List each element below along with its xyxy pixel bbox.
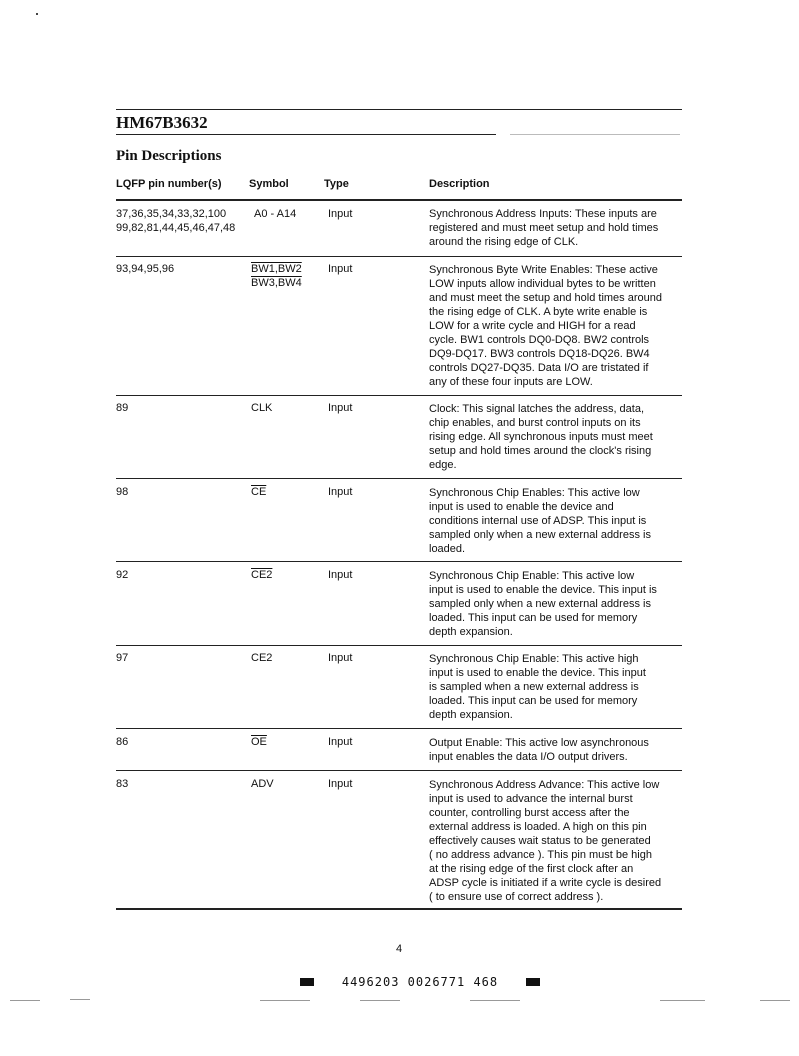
table-bottom-rule xyxy=(116,908,682,910)
title-underline-faded xyxy=(510,134,680,135)
barcode-block-right xyxy=(526,978,540,986)
row-divider xyxy=(116,645,682,646)
pin-symbol: CE2 xyxy=(251,569,273,581)
pin-symbol: ADV xyxy=(251,778,274,790)
pin-numbers: 97 xyxy=(116,652,129,664)
row-divider xyxy=(116,478,682,479)
pin-numbers: 89 xyxy=(116,402,129,414)
pin-numbers: 98 xyxy=(116,486,129,498)
top-rule xyxy=(116,109,682,110)
pin-type: Input xyxy=(328,486,353,498)
pin-type: Input xyxy=(328,402,353,414)
pin-type: Input xyxy=(328,569,353,581)
row-divider xyxy=(116,561,682,562)
pin-numbers: 93,94,95,96 xyxy=(116,263,175,275)
pin-symbol: A0 - A14 xyxy=(254,208,297,220)
scan-speck xyxy=(36,13,38,15)
pin-symbol: $\overline{OE}$ xyxy=(251,736,267,748)
row-divider xyxy=(116,256,682,257)
row-divider xyxy=(116,728,682,729)
pin-type: Input xyxy=(328,263,353,275)
pin-type: Input xyxy=(328,652,353,664)
section-title: Pin Descriptions xyxy=(116,148,222,164)
pin-numbers: 37,36,35,34,33,32,100 99,82,81,44,45,46,47,48 xyxy=(116,208,236,234)
scan-dash xyxy=(360,1000,400,1001)
title-underline xyxy=(116,134,496,135)
scan-dash xyxy=(260,1000,310,1001)
pin-description: Synchronous Address Advance: This active low input is used to advance the internal burst counter, controlling burst access after the external address is loaded. A high on this pin effectively causes wait status to be generated ( no address advance ). This pin must be high at the rising edge of the first clock after an ADSP cycle is initiated if a write cycle is desired ( to ensure use of correct address ). xyxy=(429,779,662,903)
row-divider xyxy=(116,770,682,771)
column-header-type: Type xyxy=(324,178,349,190)
pin-symbol: CLK xyxy=(251,402,273,414)
pin-symbol: BW1,BW2 BW3,BW4 xyxy=(251,263,302,289)
pin-description: Output Enable: This active low asynchronous input enables the data I/O output drivers. xyxy=(429,737,649,763)
column-header-pins: LQFP pin number(s) xyxy=(116,178,222,190)
pin-description: Synchronous Chip Enable: This active low input is used to enable the device. This input is sampled only when a new external address is loaded. This input can be used for memory depth expansion. xyxy=(429,570,657,638)
document-title: HM67B3632 xyxy=(116,113,208,132)
scan-dash xyxy=(470,1000,520,1001)
pin-description: Synchronous Byte Write Enables: These active LOW inputs allow individual bytes to be written and must meet the setup and hold times around the rising edge of CLK. A byte write enable is LOW for a write cycle and HIGH for a read cycle. BW1 controls DQ0-DQ8. BW2 controls DQ9-DQ17. BW3 controls DQ18-DQ26. BW4 controls DQ27-DQ35. Data I/O are tristated if any of these four inputs are LOW. xyxy=(429,264,662,388)
barcode-block-left xyxy=(300,978,314,986)
scan-dash xyxy=(70,999,90,1000)
column-header-description: Description xyxy=(429,178,490,190)
pin-type: Input xyxy=(328,208,353,220)
pin-symbol: CE2 xyxy=(251,652,273,664)
scan-dash xyxy=(10,1000,40,1001)
barcode xyxy=(300,975,540,989)
scan-dash xyxy=(660,1000,705,1001)
column-header-symbol: Symbol xyxy=(249,178,289,190)
pin-symbol: $\overline{CE}$ xyxy=(251,486,267,498)
pin-description: Synchronous Chip Enables: This active low input is used to enable the device and conditions internal use of ADSP. This input is sampled only when a new external address is loaded. xyxy=(429,487,651,555)
pin-numbers: 92 xyxy=(116,569,129,581)
pin-numbers: 86 xyxy=(116,736,129,748)
header-rule xyxy=(116,199,682,201)
pin-description: Synchronous Chip Enable: This active high input is used to enable the device. This input is sampled when a new external address is loaded. This input can be used for memory depth expansion. xyxy=(429,653,646,721)
scan-dash xyxy=(760,1000,790,1001)
pin-type: Input xyxy=(328,736,353,748)
page-number: 4 xyxy=(396,943,403,955)
barcode-text: 4496203 0026771 468 xyxy=(341,975,499,989)
pin-description: Clock: This signal latches the address, data, chip enables, and burst control inputs on its rising edge. All synchronous inputs must meet setup and hold times around the clock's rising edge. xyxy=(429,403,653,471)
row-divider xyxy=(116,395,682,396)
pin-numbers: 83 xyxy=(116,778,129,790)
pin-type: Input xyxy=(328,778,353,790)
pin-description: Synchronous Address Inputs: These inputs are registered and must meet setup and hold times around the rising edge of CLK. xyxy=(429,208,659,248)
